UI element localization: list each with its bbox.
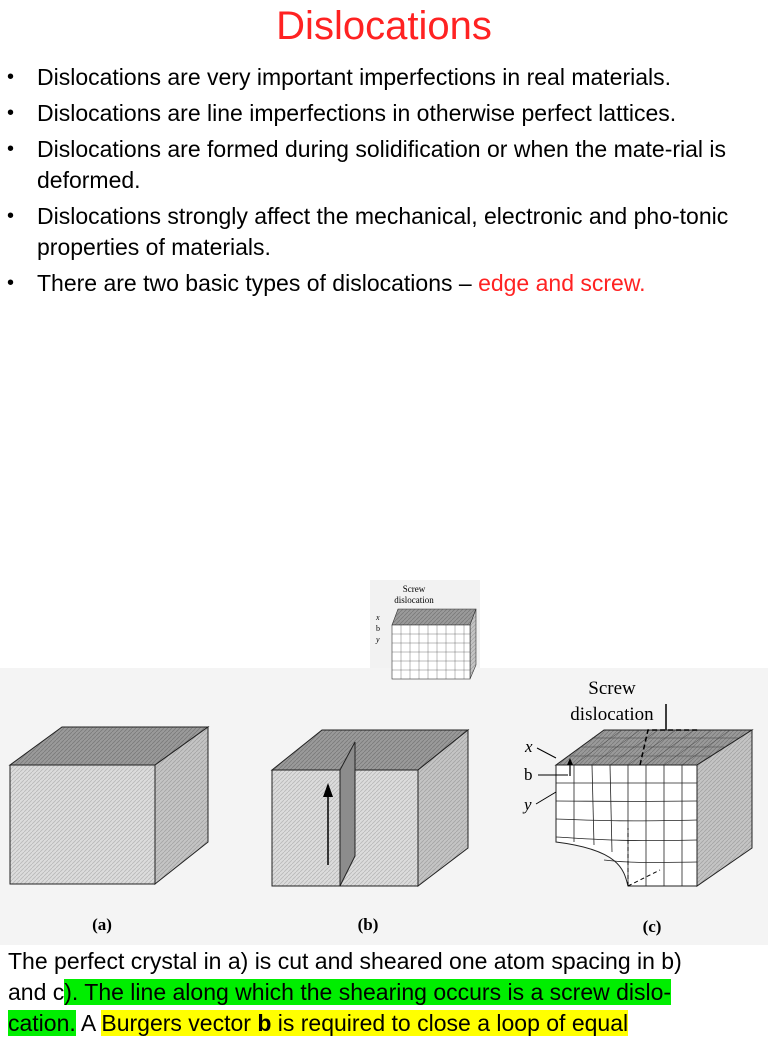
screw-label-line1: Screw bbox=[588, 678, 636, 699]
bullet-dot-icon: • bbox=[7, 138, 15, 160]
bullet-item bbox=[0, 268, 768, 299]
cube-a-front-face bbox=[10, 765, 155, 884]
bullet-dot-icon: • bbox=[7, 272, 15, 294]
bullet-text: There are two basic types of dislocations – bbox=[37, 270, 479, 296]
thumbnail-screw-figure bbox=[375, 584, 476, 679]
caption-line-2-plain: and c bbox=[8, 979, 65, 1005]
bullet-item bbox=[0, 134, 768, 196]
axis-y-label: y bbox=[524, 795, 532, 814]
bullet-dot-icon: • bbox=[7, 102, 15, 124]
label-c: (c) bbox=[642, 917, 662, 936]
bullet-dot-icon: • bbox=[7, 205, 15, 227]
bullet-dot-icon: • bbox=[7, 66, 15, 88]
bullet-text: Dislocations are line imperfections in otherwise perfect lattices. bbox=[37, 100, 677, 126]
bullet-highlight: edge and screw. bbox=[478, 270, 646, 296]
axis-y-pointer bbox=[536, 792, 556, 804]
caption-line-2 bbox=[8, 977, 764, 1008]
thumb-title-line2: dislocation bbox=[394, 595, 434, 605]
axis-x-label: x bbox=[525, 737, 533, 756]
figure-drawing bbox=[0, 580, 768, 945]
caption-burgers-text: Burgers vector bbox=[101, 1010, 258, 1036]
label-a: (a) bbox=[92, 915, 112, 934]
axis-x-pointer bbox=[537, 748, 556, 758]
caption-burgers-b: b bbox=[257, 1010, 272, 1036]
caption-line-3-highlight-yellow bbox=[101, 1010, 628, 1036]
thumb-b-label: b bbox=[376, 624, 380, 633]
bullet-text: Dislocations are very important imperfections in real materials. bbox=[37, 64, 672, 90]
page-title: Dislocations bbox=[276, 4, 492, 48]
thumb-y-label: y bbox=[376, 635, 380, 644]
bullet-list bbox=[0, 62, 768, 304]
caption-line-2-highlight: ). The line along which the shearing occurs is a screw dislo- bbox=[64, 979, 672, 1005]
caption-line-3-plain: A bbox=[75, 1010, 102, 1036]
bullet-item bbox=[0, 201, 768, 263]
thumb-title-line1: Screw bbox=[402, 584, 426, 594]
cube-b bbox=[272, 730, 468, 934]
screw-label-line2: dislocation bbox=[570, 704, 654, 725]
dislocation-figure bbox=[0, 580, 768, 945]
bullet-item bbox=[0, 62, 768, 93]
bullet-item bbox=[0, 98, 768, 129]
caption-paragraph bbox=[8, 946, 764, 1039]
caption-burgers-rest: is required to close a loop of equal bbox=[271, 1010, 629, 1036]
bullet-text: Dislocations are formed during solidification or when the mate-rial is deformed. bbox=[37, 136, 727, 193]
caption-line-3-highlight-green: cation. bbox=[8, 1010, 76, 1036]
thumb-top-face bbox=[392, 609, 476, 625]
axis-b-label: b bbox=[524, 765, 533, 784]
bullet-text: Dislocations strongly affect the mechanical, electronic and pho-tonic properties of materials. bbox=[37, 203, 729, 260]
caption-line-1: The perfect crystal in a) is cut and sheared one atom spacing in b) bbox=[8, 948, 682, 974]
thumb-x-label: x bbox=[376, 613, 380, 622]
cube-a bbox=[10, 727, 208, 934]
cube-c bbox=[522, 678, 752, 936]
label-b: (b) bbox=[357, 915, 379, 934]
